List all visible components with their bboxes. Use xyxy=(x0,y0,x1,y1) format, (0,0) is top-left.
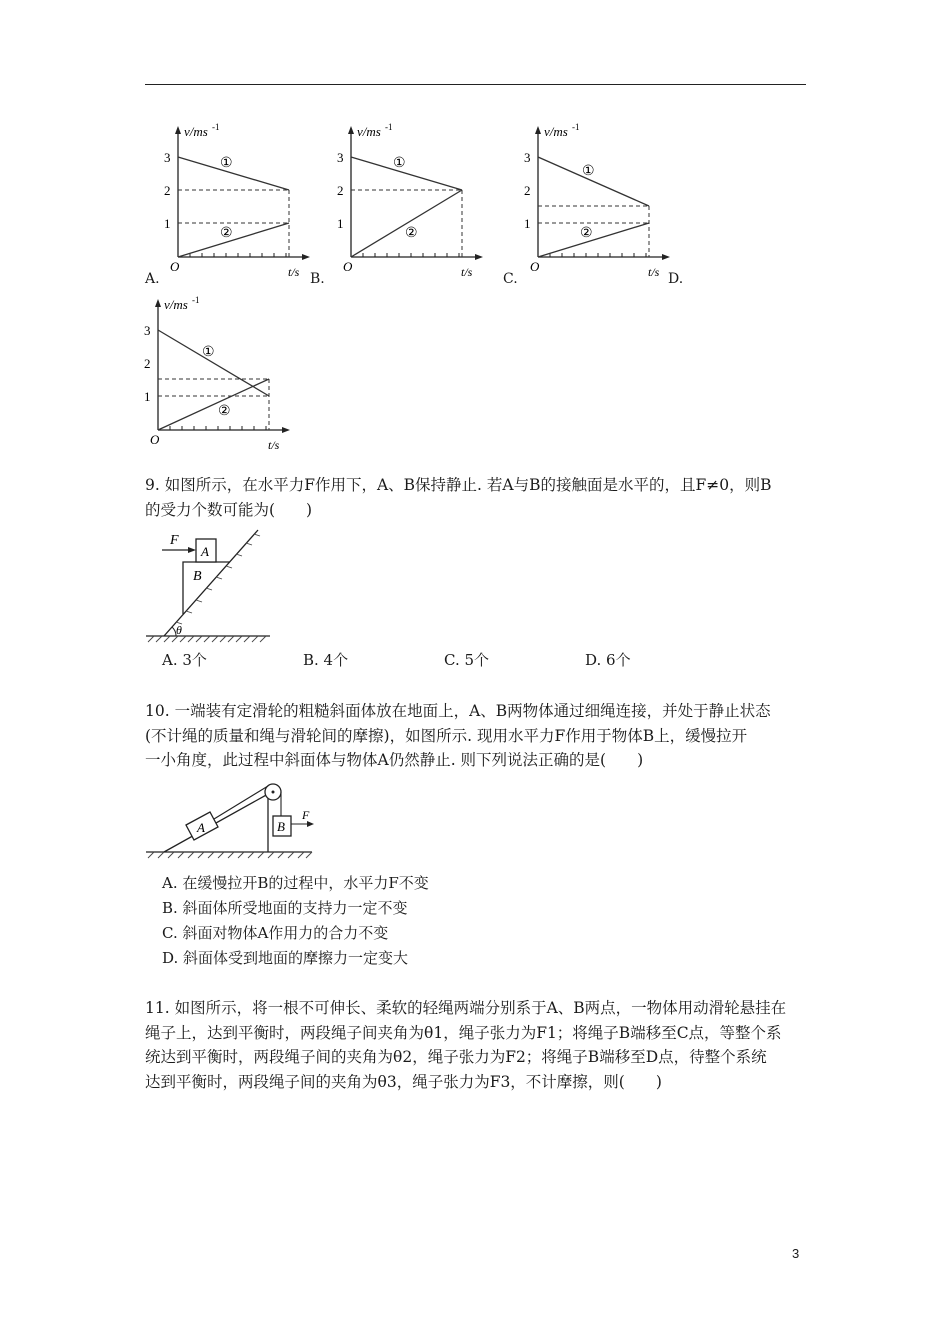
q9-option-b[interactable]: B. 4个 xyxy=(303,651,349,669)
q10-label-b: B xyxy=(277,819,285,834)
y-axis-label-sup: -1 xyxy=(212,122,220,132)
q10-label-f: F xyxy=(302,808,310,822)
line-2-label: ② xyxy=(405,226,418,241)
q10-option-c[interactable]: C. 斜面对物体A作用力的合力不变 xyxy=(162,924,389,942)
x-axis-label: t/s xyxy=(288,265,300,279)
header-rule xyxy=(145,84,806,85)
x-axis-label: t/s xyxy=(461,265,473,279)
question-9 xyxy=(145,473,807,522)
question-11 xyxy=(145,996,807,1094)
q9-label-theta: θ xyxy=(176,623,182,637)
graph-d xyxy=(140,293,290,453)
origin-label: O xyxy=(530,259,540,274)
question-10 xyxy=(145,699,807,773)
y-axis-label: v/ms xyxy=(357,124,381,139)
line-1-label: ① xyxy=(393,156,406,171)
y-axis-label: v/ms xyxy=(544,124,568,139)
y-tick-3: 3 xyxy=(144,323,151,338)
graph-letter-b[interactable]: B. xyxy=(310,271,325,287)
question-10-line-2: (不计绳的质量和绳与滑轮间的摩擦)，如图所示. 现用水平力F作用于物体B上，缓慢拉开 xyxy=(145,726,748,745)
q10-option-b[interactable]: B. 斜面体所受地面的支持力一定不变 xyxy=(162,899,408,917)
y-axis-label-sup: -1 xyxy=(572,122,580,132)
q9-option-a[interactable]: A. 3个 xyxy=(162,651,207,669)
page-number: 3 xyxy=(792,1246,800,1261)
question-10-line-3: 一小角度，此过程中斜面体与物体A仍然静止. 则下列说法正确的是( ) xyxy=(145,751,644,769)
question-11-line-3: 统达到平衡时，两段绳子间的夹角为θ2，绳子张力为F2；将绳子B端移至D点，待整个系统 xyxy=(145,1048,767,1066)
graph-letter-c[interactable]: C. xyxy=(503,271,518,287)
q9-label-f: F xyxy=(170,533,179,548)
graph-a xyxy=(160,120,310,280)
y-tick-2: 2 xyxy=(164,183,171,198)
graph-c xyxy=(520,120,670,280)
line-2-label: ② xyxy=(220,226,233,241)
x-axis-label: t/s xyxy=(268,438,280,452)
q10-label-a: A xyxy=(197,820,205,835)
y-axis-label: v/ms xyxy=(184,124,208,139)
question-11-line-2: 绳子上，达到平衡时，两段绳子间夹角为θ1，绳子张力为F1；将绳子B端移至C点，等整个系 xyxy=(145,1023,782,1042)
y-tick-3: 3 xyxy=(337,150,344,165)
origin-label: O xyxy=(150,432,160,447)
y-tick-2: 2 xyxy=(144,356,151,371)
line-1-label: ① xyxy=(582,164,595,179)
q9-label-b: B xyxy=(193,569,202,584)
question-10-line-1: 10. 一端装有定滑轮的粗糙斜面体放在地面上，A、B两物体通过细绳连接，并处于静止状态 xyxy=(145,702,771,720)
y-axis-label-sup: -1 xyxy=(192,295,200,305)
question-11-line-4: 达到平衡时，两段绳子间的夹角为θ3，绳子张力为F3，不计摩擦，则( ) xyxy=(145,1072,662,1091)
q10-figure xyxy=(142,778,317,860)
graph-letter-d[interactable]: D. xyxy=(668,271,684,287)
q9-figure xyxy=(142,526,272,644)
y-tick-3: 3 xyxy=(164,150,171,165)
graph-letter-a[interactable]: A. xyxy=(145,271,160,287)
x-axis-label: t/s xyxy=(648,265,660,279)
q10-option-d[interactable]: D. 斜面体受到地面的摩擦力一定变大 xyxy=(162,949,409,967)
q9-option-d[interactable]: D. 6个 xyxy=(585,651,631,669)
origin-label: O xyxy=(343,259,353,274)
y-axis-label-sup: -1 xyxy=(385,122,393,132)
y-tick-3: 3 xyxy=(524,150,531,165)
line-2-label: ② xyxy=(580,226,593,241)
q10-option-a[interactable]: A. 在缓慢拉开B的过程中，水平力F不变 xyxy=(162,874,429,892)
question-9-line-2: 的受力个数可能为( ) xyxy=(145,500,313,519)
y-tick-1: 1 xyxy=(144,389,151,404)
y-tick-1: 1 xyxy=(164,216,171,231)
line-1-label: ① xyxy=(220,156,233,171)
graph-b xyxy=(333,120,483,280)
q9-option-c[interactable]: C. 5个 xyxy=(444,651,490,669)
y-tick-2: 2 xyxy=(337,183,344,198)
question-9-line-1: 9. 如图所示，在水平力F作用下，A、B保持静止. 若A与B的接触面是水平的，且F≠0，则B xyxy=(145,476,772,494)
y-axis-label: v/ms xyxy=(164,297,188,312)
line-2-label: ② xyxy=(218,404,231,419)
origin-label: O xyxy=(170,259,180,274)
line-1-label: ① xyxy=(202,345,215,360)
y-tick-1: 1 xyxy=(524,216,531,231)
y-tick-2: 2 xyxy=(524,183,531,198)
y-tick-1: 1 xyxy=(337,216,344,231)
q9-label-a: A xyxy=(201,544,209,559)
question-11-line-1: 11. 如图所示，将一根不可伸长、柔软的轻绳两端分别系于A、B两点，一物体用动滑轮悬挂在 xyxy=(145,999,787,1017)
